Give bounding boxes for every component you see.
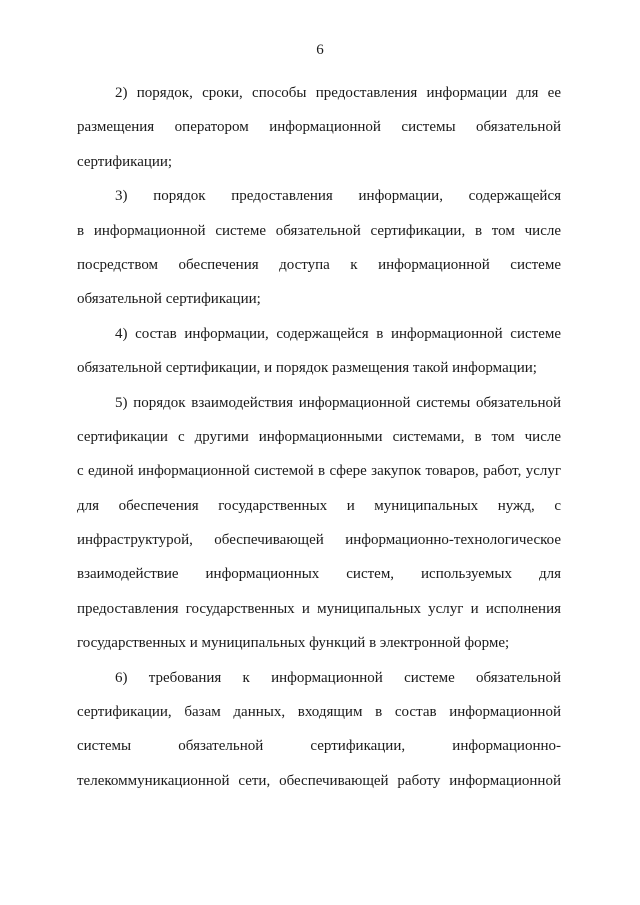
text-line: посредством обеспечения доступа к информационной системе (77, 256, 561, 273)
text-line: сертификации с другими информационными системами, в том числе (77, 428, 561, 445)
text-line: для обеспечения государственных и муниципальных нужд, с (77, 497, 561, 514)
text-line: 6) требования к информационной системе обязательной (115, 669, 561, 686)
text-line: инфраструктурой, обеспечивающей информационно-технологическое (77, 532, 561, 549)
text-line: 4) состав информации, содержащейся в информационной системе (115, 325, 561, 342)
page-number: 6 (316, 42, 324, 58)
text-line: телекоммуникационной сети, обеспечивающей работу информационной (77, 772, 561, 789)
document-body (77, 76, 561, 798)
text-line: размещения оператором информационной системы обязательной (77, 119, 561, 136)
text-line: предоставления государственных и муниципальных услуг и исполнения (77, 600, 561, 617)
text-line: взаимодействие информационных систем, используемых для (77, 566, 561, 583)
text-line: в информационной системе обязательной сертификации, в том числе (77, 222, 561, 239)
text-line: обязательной сертификации, и порядок размещения такой информации; (77, 360, 537, 377)
text-line: 5) порядок взаимодействия информационной системы обязательной (115, 394, 561, 411)
text-line: 2) порядок, сроки, способы предоставления информации для ее (115, 85, 561, 101)
text-line: сертификации; (77, 153, 173, 170)
text-line: 3) порядок предоставления информации, содержащейся (115, 188, 561, 205)
text-line: с единой информационной системой в сфере закупок товаров, работ, услуг (77, 463, 561, 480)
text-line: государственных и муниципальных функций в электронной форме; (77, 635, 510, 652)
text-line: обязательной сертификации; (77, 291, 261, 308)
text-line: системы обязательной сертификации, информационно- (77, 738, 561, 755)
text-line: сертификации, базам данных, входящим в состав информационной (77, 704, 561, 721)
